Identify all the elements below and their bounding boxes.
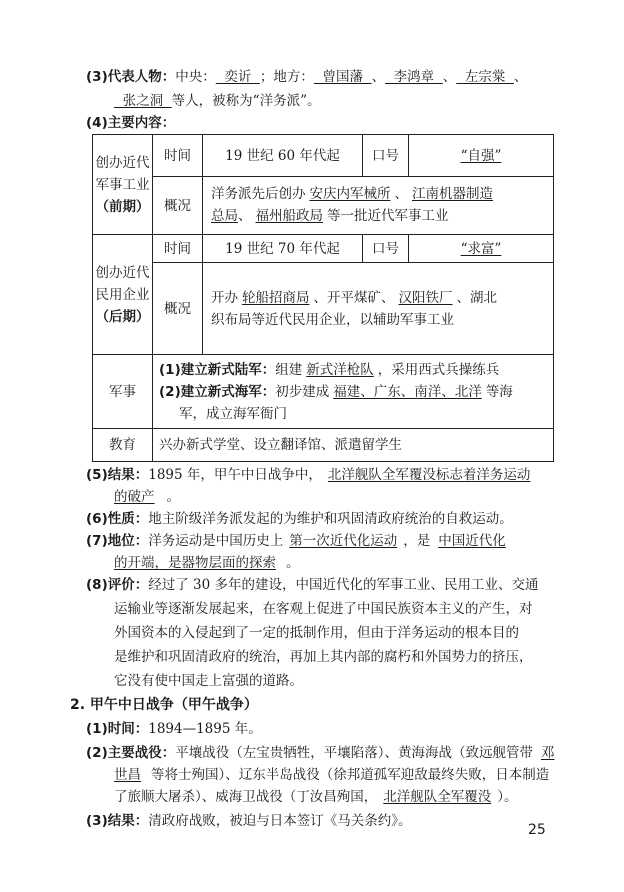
mil2-c: 等海 (485, 384, 513, 400)
s8-l1: 经过了 30 多年的建设，中国近代化的军事工业、民用工业、交通 (148, 577, 539, 593)
s5-a: 1895 年，甲午中日战争中， (148, 467, 322, 483)
w2-a: 平壤战役（左宝贵牺牲，平壤陷落）、黄海海战（致远舰管带 (175, 745, 533, 761)
s5-line1 (86, 464, 566, 486)
s8-line1 (86, 574, 566, 596)
late-overview-label: 概况 (153, 263, 203, 355)
mi-title-l3: （前期） (95, 198, 150, 215)
late-slogan-value: “求富” (460, 240, 502, 257)
mil-line3: 军，成立海军衙门 (179, 406, 287, 422)
s8-line5: 它没有使中国走上富强的道路。 (114, 673, 303, 689)
w2-line2 (114, 764, 594, 786)
early-time-label: 时间 (153, 135, 203, 177)
w2-g: ）。 (497, 789, 518, 805)
s5-line2 (114, 486, 594, 508)
s7-line1 (86, 530, 566, 552)
w2-line1 (86, 742, 566, 764)
mi-title-l2: 军事工业 (95, 176, 150, 193)
s8-label: (8)评价： (86, 577, 149, 593)
s8-line3: 外国资本的入侵起到了一定的抵制作用，但由于洋务运动的根本目的 (114, 625, 519, 641)
s3-name2: 李鸿章 (385, 69, 443, 85)
mil1-label: (1)建立新式陆军： (159, 362, 276, 378)
s3-sep: 、 (513, 69, 528, 85)
s5-b: 北洋舰队全军覆没标志着洋务运动 (327, 467, 531, 483)
early-slogan-label: 口号 (363, 135, 409, 177)
s3-name3: 左宗棠 (456, 69, 514, 85)
s4-label: (4)主要内容： (86, 115, 176, 131)
late-ov-b: 轮船招商局 (242, 290, 310, 306)
s3-line2 (114, 90, 594, 112)
late-ov-line2: 织布局等近代民用企业，以辅助军事工业 (211, 312, 454, 328)
ci-title-l3: （后期） (95, 308, 150, 325)
s7-c: ，是 (403, 533, 431, 549)
mil-line1 (159, 359, 499, 381)
section2-title: 2. 甲午中日战争（甲午战争） (70, 697, 258, 713)
w3-line (86, 810, 566, 832)
w2-b: 邓 (540, 745, 555, 761)
w3-text: 清政府战败，被迫与日本签订《马关条约》。 (148, 813, 412, 829)
mil2-label: (2)建立新式海军： (159, 384, 276, 400)
early-ov-line1 (211, 183, 493, 205)
late-overview-cell (203, 263, 553, 355)
mil1-c: ，采用西式兵操练兵 (377, 362, 500, 378)
late-ov-a: 开办 (211, 290, 238, 306)
early-ov-line2 (211, 205, 449, 227)
early-overview-label: 概况 (153, 177, 203, 235)
mil2-b: 福建、广东、南洋、北洋 (333, 384, 482, 400)
late-time-label: 时间 (153, 235, 203, 263)
early-slogan-cell (409, 135, 553, 177)
early-ov-f: 、 (238, 208, 252, 224)
early-ov-a: 洋务派先后创办 (211, 186, 306, 202)
w1-text: 1894—1895 年。 (148, 721, 262, 737)
early-ov-d: 江南机器制造 (412, 186, 493, 202)
s6-text: 地主阶级洋务派发起的为维护和巩固清政府统治的自救运动。 (148, 511, 513, 527)
s8-line4: 是维护和巩固清政府的统治，再加上其内部的腐朽和外国势力的挤压， (114, 649, 533, 665)
late-ov-d: 汉阳铁厂 (398, 290, 453, 306)
page-number: 25 (528, 822, 546, 838)
s7-f: 。 (286, 555, 300, 571)
s7-line2 (114, 552, 594, 574)
s3-sep: 、 (371, 69, 386, 85)
early-time-value: 19 世纪 60 年代起 (203, 135, 363, 177)
s3-central-name: 奕䜣 (215, 69, 260, 85)
mil2-a: 初步建成 (275, 384, 330, 400)
ci-title-l2: 民用企业 (95, 286, 150, 303)
w1-line (86, 718, 566, 740)
civil-industry-header (93, 235, 153, 355)
education-text: 兴办新式学堂、设立翻译馆、派遣留学生 (159, 437, 402, 453)
education-cell (153, 429, 553, 461)
s6-label: (6)性质： (86, 511, 149, 527)
early-ov-b: 安庆内军械所 (309, 186, 391, 202)
w3-label: (3)结果： (86, 813, 149, 829)
s3-suffix: 等人，被称为“洋务派”。 (171, 93, 321, 109)
w2-e: 了旅顺大屠杀）、威海卫战役（丁汝昌殉国， (114, 789, 378, 805)
mil1-a: 组建 (275, 362, 303, 378)
w2-c: 世昌 (114, 767, 141, 783)
s7-a: 洋务运动是中国历史上 (148, 533, 284, 549)
w2-label: (2)主要战役： (86, 745, 176, 761)
early-slogan-value: “自强” (460, 147, 502, 164)
s5-label: (5)结果： (86, 467, 149, 483)
early-overview-cell (203, 177, 553, 235)
education-label: 教育 (93, 429, 153, 461)
s3-local-prefix: ；地方： (259, 69, 314, 85)
s3-name1: 曾国藩 (313, 69, 372, 85)
mil1-b: 新式洋枪队 (306, 362, 374, 378)
s8-line2: 运输业等逐渐发展起来，在客观上促进了中国民族资本主义的产生，对 (114, 601, 533, 617)
w2-f: 北洋舰队全军覆没 (383, 789, 492, 805)
s5-d: 。 (166, 489, 180, 505)
s6-line (86, 508, 566, 530)
early-ov-h: 等一批近代军事工业 (327, 208, 449, 224)
late-ov-e: 、湖北 (456, 290, 497, 306)
s3-sep: 、 (442, 69, 457, 85)
s5-c: 的破产 (114, 489, 155, 505)
early-ov-c: 、 (394, 186, 408, 202)
s3-line1 (86, 66, 566, 88)
w2-d: 等将士殉国）、辽东半岛战役（徐邦道孤军迎敌最终失败，日本制造 (151, 767, 550, 783)
w1-label: (1)时间： (86, 721, 149, 737)
late-ov-line1 (211, 287, 497, 309)
s3-central-prefix: 中央： (175, 69, 216, 85)
s3-name4: 张之洞 (114, 93, 172, 109)
mil-line2 (159, 381, 513, 403)
early-ov-e: 总局 (211, 208, 238, 224)
s7-b: 第一次近代化运动 (289, 533, 398, 549)
late-ov-c: 、开平煤矿、 (313, 290, 395, 306)
s3-label: (3)代表人物： (86, 69, 176, 85)
military-label: 军事 (93, 355, 153, 429)
s7-d: 中国近代化 (438, 533, 506, 549)
late-slogan-cell (409, 235, 553, 263)
military-industry-header (93, 135, 153, 235)
ci-title-l1: 创办近代 (95, 264, 150, 281)
content-table (92, 134, 554, 462)
s7-e: 的开端，是器物层面的探索 (114, 555, 276, 571)
late-slogan-label: 口号 (363, 235, 409, 263)
military-cell (153, 355, 553, 429)
early-ov-g: 福州船政局 (255, 208, 323, 224)
late-time-value: 19 世纪 70 年代起 (203, 235, 363, 263)
w2-line3 (114, 786, 594, 808)
s7-label: (7)地位： (86, 533, 149, 549)
mi-title-l1: 创办近代 (95, 154, 150, 171)
